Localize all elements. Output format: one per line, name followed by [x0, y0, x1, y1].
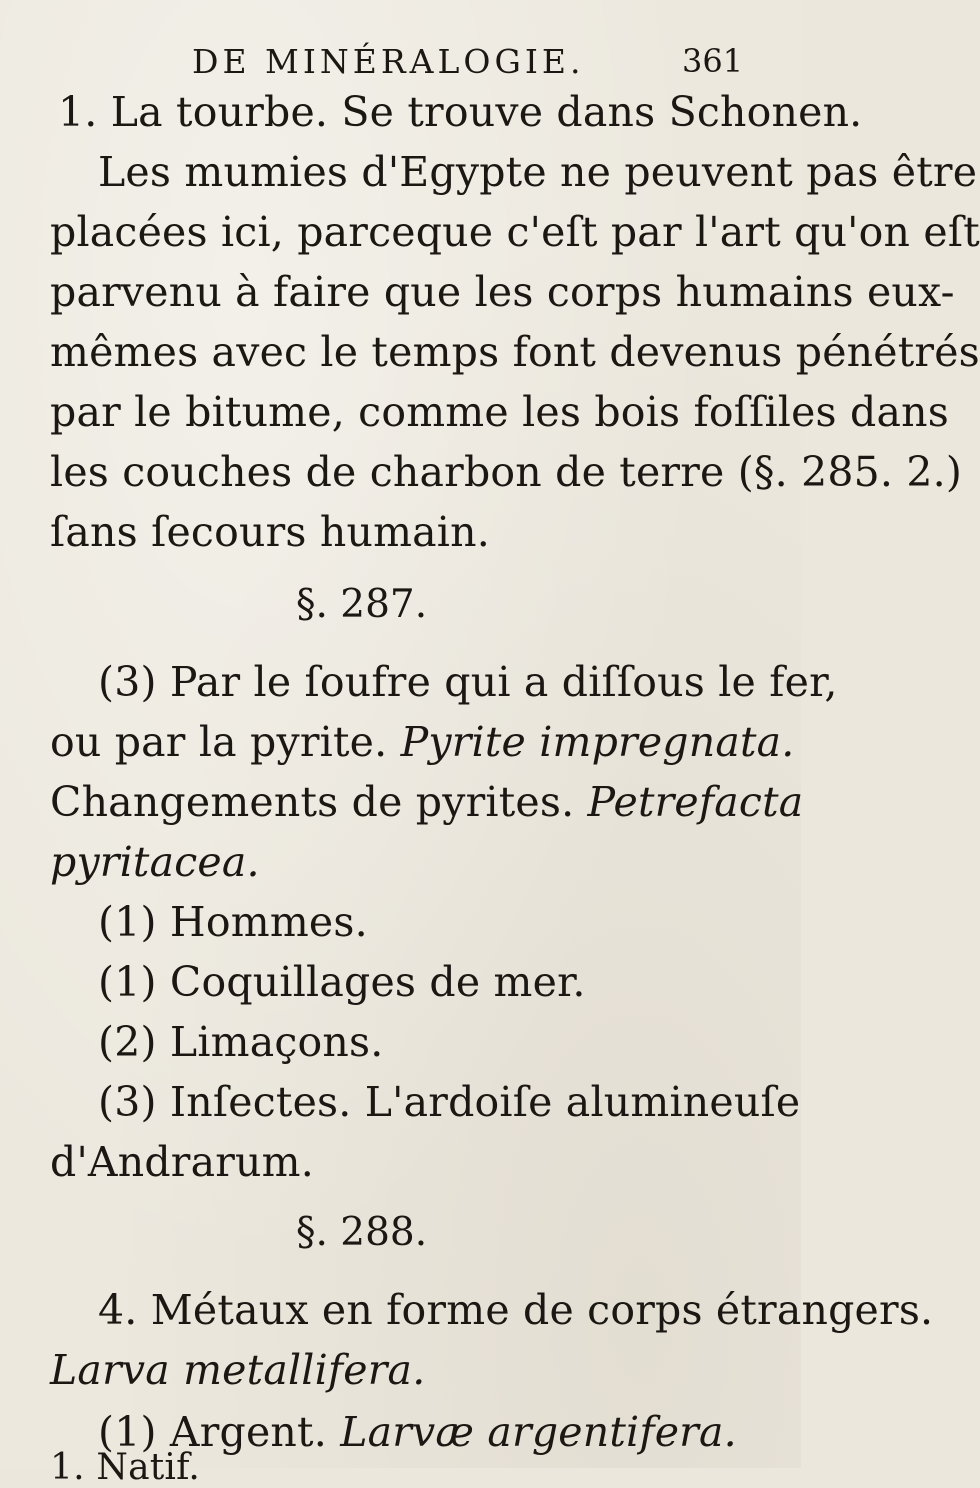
section-287-line-2: [50, 718, 795, 766]
list-item-hommes: (1) Hommes.: [98, 898, 368, 946]
list-item-coquillages: (1) Coquillages de mer.: [98, 958, 586, 1006]
text-line-1: 1. La tourbe. Se trouve dans Schonen.: [58, 88, 863, 136]
section-287-line-1: (3) Par le ſoufre qui a diſſous le fer,: [98, 658, 838, 706]
section-288-line-4: 1. Natif.: [50, 1447, 201, 1488]
section-287-line-2-roman: ou par la pyrite.: [50, 718, 401, 766]
section-287-line-4: pyritacea.: [50, 838, 260, 886]
section-287-line-2-italic: Pyrite impregnata.: [400, 718, 795, 766]
section-288-line-2: Larva metallifera.: [50, 1346, 426, 1394]
section-287-line-3: [50, 778, 804, 826]
section-288-line-3-italic: Larvæ argentifera.: [340, 1408, 737, 1456]
section-288-line-3-roman: (1) Argent.: [98, 1408, 341, 1456]
section-heading-288: §. 288.: [296, 1210, 428, 1255]
text-line-6: par le bitume, comme les bois foſſiles dans: [50, 388, 949, 436]
section-287-line-3-roman: Changements de pyrites.: [50, 778, 588, 826]
running-head: DE MINÉRALOGIE.: [192, 42, 585, 81]
section-heading-287: §. 287.: [296, 582, 428, 627]
page-number: 361: [682, 42, 744, 80]
text-line-8: ſans ſecours humain.: [50, 508, 490, 556]
text-line-3: placées ici, parceque c'eſt par l'art qu'on eſt: [50, 208, 980, 256]
text-line-2: Les mumies d'Egypte ne peuvent pas être: [98, 148, 978, 196]
section-287-line-3-italic: Petrefacta: [587, 778, 804, 826]
section-288-line-1: 4. Métaux en forme de corps étrangers.: [98, 1286, 934, 1334]
text-line-5: mêmes avec le temps font devenus pénétrés: [50, 328, 980, 376]
list-item-insectes-cont: d'Andrarum.: [50, 1138, 314, 1186]
list-item-insectes: (3) Inſectes. L'ardoiſe alumineuſe: [98, 1078, 801, 1126]
text-line-4: parvenu à faire que les corps humains eux-: [50, 268, 955, 316]
list-item-limacons: (2) Limaçons.: [98, 1018, 384, 1066]
text-line-7: les couches de charbon de terre (§. 285. 2.): [50, 448, 963, 496]
